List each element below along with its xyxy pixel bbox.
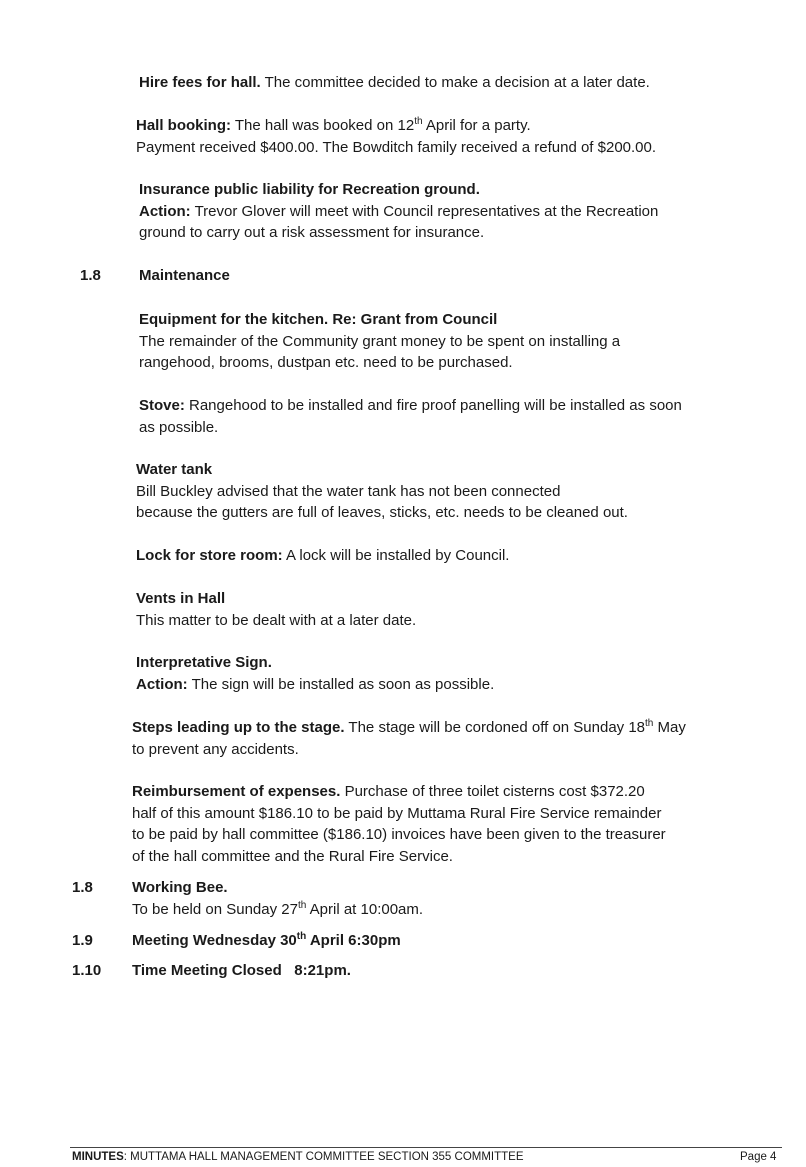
section-number-meeting: 1.9 — [72, 932, 93, 949]
steps-text-after: May — [653, 719, 686, 736]
reimbursement-label: Reimbursement of expenses. — [132, 783, 341, 800]
sign-action-label: Action: — [136, 675, 188, 693]
meeting-heading — [132, 930, 401, 952]
footer-text: : MUTTAMA HALL MANAGEMENT COMMITTEE SECTION 355 COMMITTEE — [123, 1151, 524, 1163]
equipment-paragraph — [139, 309, 620, 374]
section-title-maintenance: Maintenance — [139, 267, 230, 284]
working-bee-text-after: April at 10:00am. — [306, 900, 424, 918]
equipment-heading: Equipment for the kitchen. Re: Grant from Council — [139, 311, 498, 328]
insurance-action-line2: ground to carry out a risk assessment for insurance. — [139, 224, 485, 241]
section-number-working-bee: 1.8 — [72, 879, 93, 896]
steps-line2: to prevent any accidents. — [132, 740, 299, 758]
reimbursement-line1: Purchase of three toilet cisterns cost $372.20 — [340, 783, 645, 800]
working-bee-text: To be held on Sunday 27 — [132, 900, 298, 918]
stove-line1: Rangehood to be installed and fire proof panelling will be installed as soon — [184, 397, 682, 414]
lock-paragraph — [136, 545, 509, 567]
equipment-line1: The remainder of the Community grant money to be spent on installing a — [139, 332, 621, 350]
lock-label: Lock for store room: — [136, 547, 283, 564]
working-bee-title: Working Bee. — [132, 879, 228, 896]
sign-action-text: The sign will be installed as soon as possible. — [187, 675, 495, 693]
page-number: Page 4 — [740, 1151, 777, 1163]
hall-booking-line2: Payment received $400.00. The Bowditch family received a refund of $200.00. — [136, 138, 657, 156]
footer-rule — [70, 1147, 782, 1148]
reimbursement-line4: of the hall committee and the Rural Fire Service. — [132, 847, 453, 865]
vents-paragraph — [136, 588, 416, 631]
stove-label: Stove: — [139, 397, 185, 414]
water-tank-line1: Bill Buckley advised that the water tank has not been connected — [136, 482, 561, 500]
steps-sup: th — [645, 718, 654, 729]
reimbursement-line3: to be paid by hall committee ($186.10) invoices have been given to the treasurer — [132, 826, 666, 843]
hire-fees-text: The committee decided to make a decision at a later date. — [260, 74, 650, 91]
insurance-action-label: Action: — [139, 202, 191, 220]
footer-label: MINUTES — [72, 1151, 124, 1163]
sign-heading: Interpretative Sign. — [136, 654, 272, 671]
hall-booking-text: The hall was booked on 12 — [231, 117, 415, 134]
water-tank-paragraph — [136, 459, 628, 524]
water-tank-heading: Water tank — [136, 461, 213, 478]
steps-text: The stage will be cordoned off on Sunday 18 — [344, 719, 646, 736]
sign-paragraph — [136, 652, 494, 695]
meeting-text: Meeting Wednesday 30 — [132, 932, 297, 949]
lock-text: A lock will be installed by Council. — [282, 547, 510, 564]
footer-title — [72, 1150, 524, 1165]
insurance-heading: Insurance public liability for Recreation ground. — [139, 181, 480, 198]
stove-paragraph — [139, 395, 682, 438]
meeting-closed-heading: Time Meeting Closed 8:21pm. — [132, 962, 351, 979]
working-bee-sup: th — [297, 899, 307, 911]
hire-fees-label: Hire fees for hall. — [139, 74, 261, 91]
reimbursement-paragraph — [132, 781, 666, 867]
hire-fees-paragraph — [139, 72, 650, 94]
steps-label: Steps leading up to the stage. — [132, 719, 345, 736]
reimbursement-line2: half of this amount $186.10 to be paid by Muttama Rural Fire Service remainder — [132, 804, 662, 822]
vents-line1: This matter to be dealt with at a later date. — [136, 611, 417, 629]
meeting-text-after: April 6:30pm — [306, 932, 401, 949]
hall-booking-sup: th — [414, 116, 423, 127]
hall-booking-label: Hall booking: — [136, 117, 231, 134]
stove-line2: as possible. — [139, 418, 219, 436]
hall-booking-text-after: April for a party. — [422, 117, 531, 134]
insurance-action-line1: Trevor Glover will meet with Council representatives at the Recreation — [190, 202, 659, 220]
hall-booking-paragraph — [136, 115, 656, 158]
insurance-paragraph — [139, 179, 658, 244]
section-number-closed: 1.10 — [72, 962, 102, 979]
working-bee-paragraph — [132, 877, 423, 920]
equipment-line2: rangehood, brooms, dustpan etc. need to be purchased. — [139, 354, 513, 371]
section-number-maintenance: 1.8 — [80, 267, 101, 284]
meeting-sup: th — [296, 931, 307, 942]
vents-heading: Vents in Hall — [136, 590, 226, 607]
steps-paragraph — [132, 717, 686, 760]
water-tank-line2: because the gutters are full of leaves, sticks, etc. needs to be cleaned out. — [136, 504, 628, 521]
